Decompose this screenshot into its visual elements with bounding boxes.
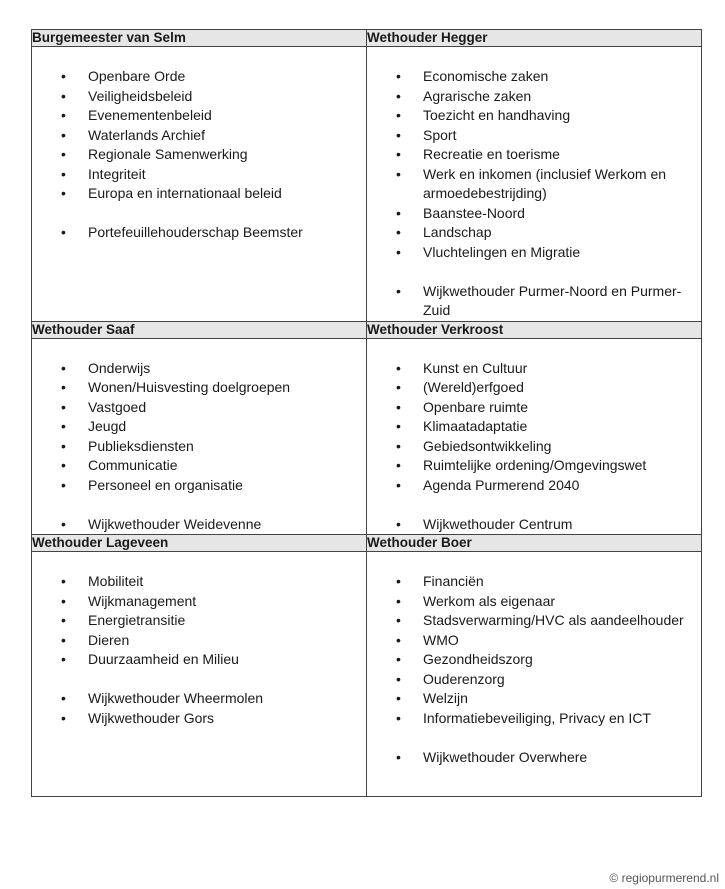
watermark: © regiopurmerend.nl: [609, 871, 719, 885]
list-spacer: [367, 728, 701, 748]
list-item: • Stadsverwarming/HVC als aandeelhouder: [367, 611, 701, 631]
portfolio-list: [32, 572, 366, 728]
list-item: • Agenda Purmerend 2040: [367, 476, 701, 496]
list-item: • Openbare Orde: [32, 67, 366, 87]
list-item: • Ruimtelijke ordening/Omgevingswet: [367, 456, 701, 476]
list-item: • Dieren: [32, 631, 366, 651]
list-spacer: [367, 262, 701, 282]
list-item: • Wijkmanagement: [32, 592, 366, 612]
list-item: • Communicatie: [32, 456, 366, 476]
list-item: • Evenementenbeleid: [32, 106, 366, 126]
list-item: • Werkom als eigenaar: [367, 592, 701, 612]
list-item: • Baanstee-Noord: [367, 204, 701, 224]
portfolio-list: [32, 67, 366, 243]
portfolio-list: [367, 572, 701, 767]
list-item: • Veiligheidsbeleid: [32, 87, 366, 107]
portfolio-holder-title: Wethouder Lageveen: [32, 535, 367, 552]
list-item: • Agrarische zaken: [367, 87, 701, 107]
list-item: • Publieksdiensten: [32, 437, 366, 457]
list-spacer: [32, 495, 366, 515]
list-item: • Wonen/Huisvesting doelgroepen: [32, 378, 366, 398]
list-item: • WMO: [367, 631, 701, 651]
portfolio-list: [32, 359, 366, 535]
portfolio-cell: [32, 552, 367, 797]
portfolio-cell: [367, 47, 702, 322]
portfolio-holder-title: Wethouder Hegger: [367, 30, 702, 47]
list-item: • Mobiliteit: [32, 572, 366, 592]
portfolio-holder-title: Burgemeester van Selm: [32, 30, 367, 47]
list-item: • Kunst en Cultuur: [367, 359, 701, 379]
header-row: [32, 535, 702, 552]
portfolio-row: [32, 338, 702, 535]
portfolio-cell: [32, 47, 367, 322]
list-item: • Toezicht en handhaving: [367, 106, 701, 126]
list-item: • Vastgoed: [32, 398, 366, 418]
portfolio-holder-title: Wethouder Boer: [367, 535, 702, 552]
header-row: [32, 30, 702, 47]
portfolio-cell: [32, 338, 367, 535]
list-item: • Energietransitie: [32, 611, 366, 631]
list-item-district: • Portefeuillehouderschap Beemster: [32, 223, 366, 243]
portfolio-row: [32, 552, 702, 797]
list-item: • Integriteit: [32, 165, 366, 185]
list-item: • Informatiebeveiliging, Privacy en ICT: [367, 709, 701, 729]
portfolio-cell: [367, 338, 702, 535]
list-item: • Sport: [367, 126, 701, 146]
list-item: • Ouderenzorg: [367, 670, 701, 690]
list-item: • Personeel en organisatie: [32, 476, 366, 496]
list-item: • Recreatie en toerisme: [367, 145, 701, 165]
list-item: • Duurzaamheid en Milieu: [32, 650, 366, 670]
list-item: • Vluchtelingen en Migratie: [367, 243, 701, 263]
list-item: • Landschap: [367, 223, 701, 243]
list-item: • Jeugd: [32, 417, 366, 437]
list-item-district: • Wijkwethouder Purmer-Noord en Purmer-Zuid: [367, 282, 701, 321]
list-spacer: [367, 495, 701, 515]
list-item: • Werk en inkomen (inclusief Werkom en armoedebestrijding): [367, 165, 701, 204]
portfolio-cell: [367, 552, 702, 797]
list-item: • Openbare ruimte: [367, 398, 701, 418]
list-item: • Economische zaken: [367, 67, 701, 87]
list-item: • Financiën: [367, 572, 701, 592]
portfolio-holder-title: Wethouder Verkroost: [367, 321, 702, 338]
header-row: [32, 321, 702, 338]
list-item: • Onderwijs: [32, 359, 366, 379]
list-item: • (Wereld)erfgoed: [367, 378, 701, 398]
list-spacer: [32, 670, 366, 690]
list-item: • Klimaatadaptatie: [367, 417, 701, 437]
portfolio-list: [367, 359, 701, 535]
list-item: • Gezondheidszorg: [367, 650, 701, 670]
list-item-district: • Wijkwethouder Wheermolen: [32, 689, 366, 709]
portfolio-table: [31, 29, 702, 797]
list-item-district: • Wijkwethouder Centrum: [367, 515, 701, 535]
list-item-district: • Wijkwethouder Weidevenne: [32, 515, 366, 535]
portfolio-holder-title: Wethouder Saaf: [32, 321, 367, 338]
portfolio-row: [32, 47, 702, 322]
portfolio-list: [367, 67, 701, 321]
list-item: • Regionale Samenwerking: [32, 145, 366, 165]
list-spacer: [32, 204, 366, 224]
list-item-district: • Wijkwethouder Gors: [32, 709, 366, 729]
list-item-district: • Wijkwethouder Overwhere: [367, 748, 701, 768]
portfolio-table-body: [32, 30, 702, 797]
list-item: • Waterlands Archief: [32, 126, 366, 146]
list-item: • Gebiedsontwikkeling: [367, 437, 701, 457]
list-item: • Europa en internationaal beleid: [32, 184, 366, 204]
list-item: • Welzijn: [367, 689, 701, 709]
